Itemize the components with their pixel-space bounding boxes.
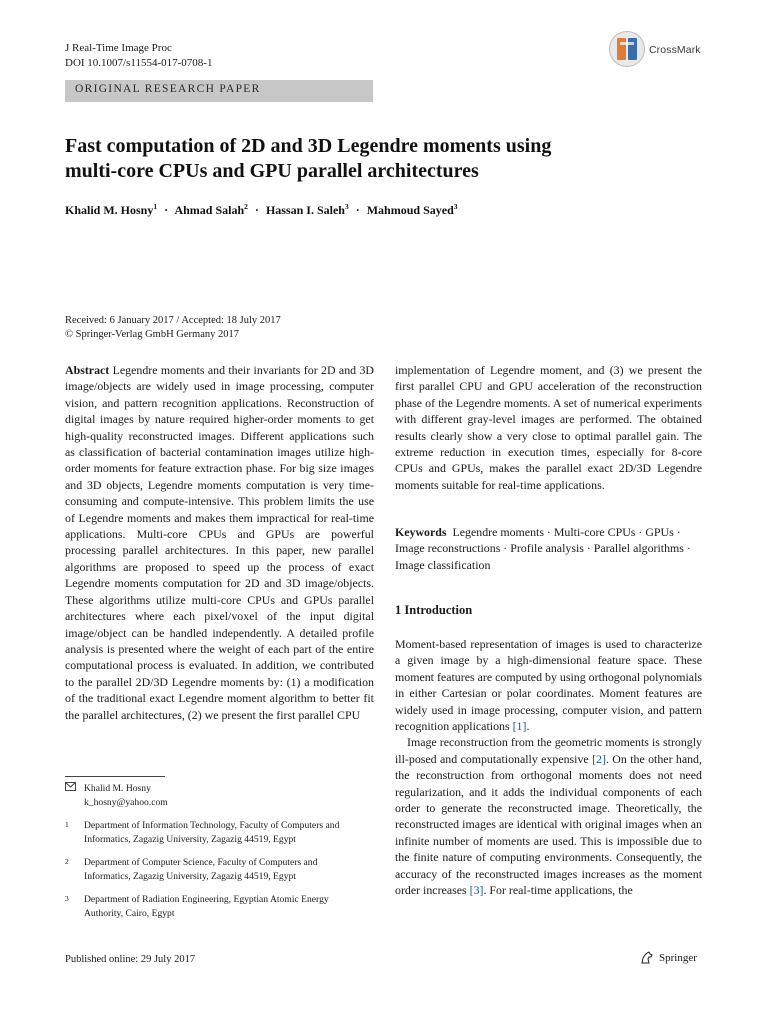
abstract-left-column (65, 362, 374, 723)
envelope-icon (65, 782, 84, 809)
intro-paragraph-2 (395, 734, 702, 898)
affiliation (65, 819, 365, 846)
affiliation-text: Department of Computer Science, Faculty of Computers and Informatics, Zagazig University, Zagazig 44519, Egypt (84, 857, 318, 882)
affiliation (65, 893, 365, 920)
footnote-divider (65, 776, 165, 777)
crossmark-icon (608, 30, 646, 68)
affiliation-mark: 1 (65, 820, 69, 829)
publisher-logo (640, 951, 697, 965)
contact-name: Khalid M. Hosny (84, 783, 151, 794)
title-line-2: multi-core CPUs and GPU parallel architectures (65, 160, 479, 182)
keywords-label: Keywords (395, 525, 447, 539)
author-separator: · (164, 203, 169, 217)
affiliation-mark: 2 (65, 857, 69, 866)
footnotes (65, 782, 365, 930)
keywords (395, 524, 702, 573)
journal-info (65, 41, 212, 71)
author-name[interactable]: Mahmoud Sayed (366, 203, 454, 217)
abstract-right-column (395, 362, 702, 493)
article-type-banner (65, 80, 373, 102)
abstract-text: Legendre moments and their invariants for 2D and 3D image/objects are widely used in image processing, computer vision, and pattern recognition applications. Reconstruction of digital images by nature required higher-order moments to get high-quality reconstructed images. Different applications such as classification of bacterial contamination images utilize high-order moments for feature extraction phase. For big size images and 3D objects, Legendre moments computation is very time-consuming and compute-intensive. This problem limits the use of Legendre moments and makes them impractical for real-time applications. Multi-core CPUs and GPUs are powerful processing parallel architectures. In this paper, new parallel algorithms are proposed to speed up the process of exact Legendre moments computation for 2D and 3D image/objects. These algorithms utilize multi-core CPUs and GPUs parallel architectures where each pixel/voxel of the input digital image/object can be handled independently. A detailed profile analysis is presented where the weight of each part of the entire computational process is evaluated. In addition, we contributed to the parallel 2D/3D Legendre moments by: (1) a modification of the traditional exact Legendre moment algorithm to better fit the parallel architectures, (2) we present the first parallel CPU (65, 363, 374, 722)
received-accepted: Received: 6 January 2017 / Accepted: 18 July 2017 (65, 315, 281, 326)
author-name[interactable]: Khalid M. Hosny (65, 203, 154, 217)
citation-link[interactable]: [3] (469, 883, 484, 898)
author-affiliation-mark: 3 (344, 202, 349, 211)
keywords-text: Legendre moments · Multi-core CPUs · GPUs · Image reconstructions · Profile analysis · Parallel algorithms · Image classification (395, 525, 691, 572)
journal-name: J Real-Time Image Proc (65, 42, 172, 54)
abstract-label: Abstract (65, 363, 110, 377)
author-affiliation-mark: 3 (453, 202, 458, 211)
publication-dates (65, 314, 281, 342)
author-separator: · (355, 203, 360, 217)
publisher-name: Springer (659, 952, 697, 964)
intro-paragraph-1 (395, 636, 702, 734)
springer-horse-icon (640, 951, 654, 965)
author-affiliation-mark: 1 (153, 202, 158, 211)
section-heading-introduction: 1 Introduction (395, 603, 473, 617)
author-list (65, 202, 458, 218)
title-line-1: Fast computation of 2D and 3D Legendre moments using (65, 135, 552, 157)
copyright: © Springer-Verlag GmbH Germany 2017 (65, 329, 239, 340)
intro-p2-text: Image reconstruction from the geometric moments is strongly ill-posed and computationally expensive (395, 735, 702, 766)
crossmark-label: CrossMark (649, 44, 701, 56)
published-online: Published online: 29 July 2017 (65, 954, 196, 965)
citation-link[interactable]: [2] (592, 751, 606, 766)
author-affiliation-mark: 2 (244, 202, 248, 211)
doi[interactable]: DOI 10.1007/s11554-017-0708-1 (65, 57, 213, 69)
intro-p2-end: . For real-time applications, the (483, 883, 633, 898)
affiliation-text: Department of Radiation Engineering, Egyptian Atomic Energy Authority, Cairo, Egypt (84, 894, 329, 919)
affiliation (65, 856, 365, 883)
corresponding-author (65, 782, 365, 809)
contact-email[interactable]: k_hosny@yahoo.com (84, 796, 168, 808)
intro-p1-end: . (526, 719, 530, 734)
citation-link[interactable]: [1] (512, 719, 527, 734)
affiliation-mark: 3 (65, 894, 69, 903)
author-name[interactable]: Hassan I. Saleh (265, 203, 345, 217)
author-separator: · (254, 203, 259, 217)
crossmark-badge[interactable] (608, 30, 704, 70)
intro-p1-text: Moment-based representation of images is used to characterize a given image by a high-dimensional feature space. These moment features are computed by using orthogonal polynomials in either Cartesian or polar coordinates. Moment features are widely used in image processing, computer vision, and pattern recognition applications (395, 637, 702, 734)
article-type-label: ORIGINAL RESEARCH PAPER (75, 83, 261, 95)
abstract-continuation: implementation of Legendre moment, and (3) we present the first parallel CPU and GPU acceleration of the reconstruction phase of the Legendre moments. A set of numerical experiments with different gray-level images are performed. The obtained results clearly show a very close to optimal parallel gain. The extreme reduction in execution times, especially for 8-core CPUs and GPUs, makes the parallel exact 2D/3D Legendre moments suitable for real-time applications. (395, 363, 702, 492)
author-name[interactable]: Ahmad Salah (174, 203, 245, 217)
paper-title (65, 134, 665, 184)
introduction-body (395, 636, 702, 899)
abstract-paragraph (65, 362, 374, 723)
affiliation-text: Department of Information Technology, Faculty of Computers and Informatics, Zagazig University, Zagazig 44519, Egypt (84, 820, 340, 845)
intro-p2-mid: . On the other hand, the reconstruction from orthogonal moments does not need regularization, and it adds the individual components of each order to generate the reconstructed image. Theoretically, the reconstructed images are identical with original images when an infinite number of moments are used. This is impossible due to the finite nature of computing environments. Consequently, the accuracy of the reconstructed images increases as the moment order increases (395, 751, 702, 898)
